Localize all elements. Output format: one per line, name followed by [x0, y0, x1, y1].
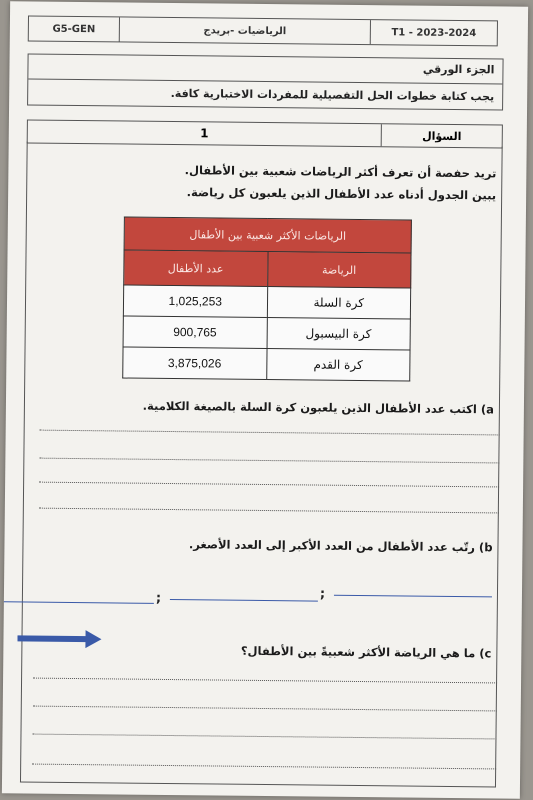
section-title: الجزء الورقي [28, 55, 502, 85]
part-b-text: رتّب عدد الأطفال من العدد الأكبر إلى العدد الأصغر. [188, 537, 476, 555]
children-cell: 3,875,026 [123, 347, 267, 380]
sport-cell: كرة القدم [266, 349, 410, 382]
grade-label: G5-GEN [29, 17, 120, 42]
column-header-sport: الرياضة [267, 252, 411, 289]
part-a-text: اكتب عدد الأطفال الذين يلعبون كرة السلة بالصيغة الكلامية. [142, 398, 477, 417]
question-label: السؤال [381, 124, 502, 147]
part-b-label: b) [478, 540, 493, 555]
subject-label: الرياضيات -بريدج [120, 17, 371, 44]
exam-sheet [2, 1, 528, 798]
part-c-text: ما هي الرياضة الأكثر شعبيةً بين الأطفال؟ [240, 643, 476, 661]
column-header-children: عدد الأطفال [124, 250, 268, 287]
part-c-label: c) [479, 646, 492, 661]
question-line-2: يبين الجدول أدناه عدد الأطفال الذين يلعبون كل رياضة. [186, 185, 497, 203]
intro-box [27, 53, 504, 110]
sports-table [122, 217, 412, 382]
semicolon-1: ; [155, 590, 162, 606]
question-number: 1 [200, 126, 209, 141]
table-title: الرياضات الأكثر شعبية بين الأطفال [124, 217, 411, 253]
part-a-label: a) [480, 402, 494, 417]
part-c [241, 644, 492, 661]
term-label: T1 - 2023-2024 [391, 26, 477, 39]
sport-cell: كرة السلة [267, 287, 411, 320]
table-row [123, 316, 410, 350]
instruction-text: يجب كتابة خطوات الحل التفصيلية للمفردات الاختبارية كافة. [170, 86, 495, 104]
exam-header [28, 15, 498, 46]
question-line-1: تريد حفصة أن تعرف أكثر الرياضات شعبية بين الأطفال. [184, 163, 497, 181]
table-row [123, 347, 410, 381]
children-cell: 900,765 [123, 316, 267, 349]
sport-cell: كرة البيسبول [267, 318, 411, 351]
right-arrow-icon [17, 629, 101, 648]
children-cell: 1,025,253 [123, 285, 267, 318]
table-row [123, 285, 410, 319]
semicolon-2: ; [319, 586, 326, 602]
